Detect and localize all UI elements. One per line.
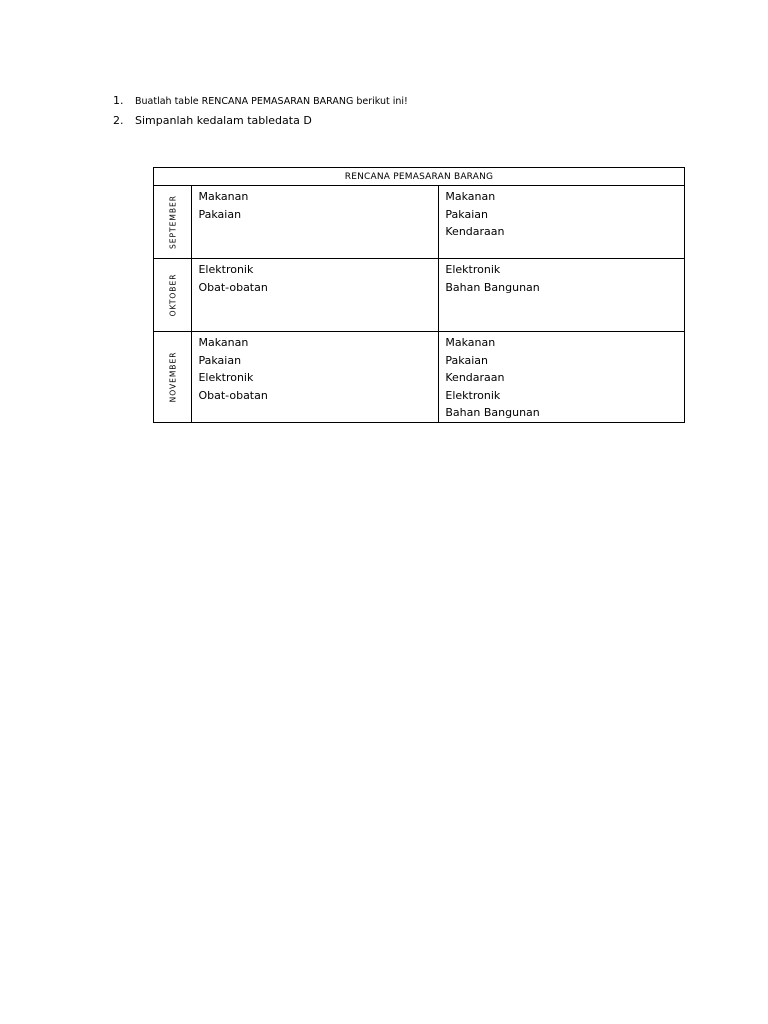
list-item: Elektronik (198, 371, 254, 384)
list-item: Bahan Bangunan (445, 280, 540, 294)
list-item: Makanan (445, 190, 496, 203)
item-list (445, 261, 678, 296)
items-cell (439, 332, 685, 423)
list-item: Pakaian (445, 353, 488, 367)
instruction-item-2 (113, 114, 408, 127)
list-item: Makanan (445, 336, 496, 349)
list-item: Makanan (198, 190, 249, 203)
instruction-item-1 (113, 94, 408, 112)
instruction-text: Buatlah table RENCANA PEMASARAN BARANG berikut ini! (135, 96, 408, 107)
item-list (198, 261, 432, 296)
instruction-number: 2. (113, 114, 124, 127)
list-item: Bahan Bangunan (445, 406, 540, 419)
marketing-plan-table (153, 167, 685, 423)
list-item: Pakaian (198, 353, 242, 367)
items-cell (192, 259, 439, 332)
list-item: Elektronik (445, 388, 501, 402)
item-list (445, 188, 678, 241)
item-list (198, 188, 432, 223)
list-item: Obat-obatan (198, 388, 268, 402)
instruction-number: 1. (113, 94, 124, 107)
table-row (154, 186, 685, 259)
items-cell (439, 259, 685, 332)
table-row (154, 332, 685, 423)
list-item: Elektronik (445, 263, 501, 276)
table-row (154, 259, 685, 332)
table-title: RENCANA PEMASARAN BARANG (154, 168, 685, 186)
month-label: SEPTEMBER (168, 195, 178, 249)
item-list (198, 334, 432, 404)
list-item: Kendaraan (445, 371, 505, 384)
list-item: Pakaian (198, 207, 242, 221)
items-cell (192, 332, 439, 423)
items-cell (192, 186, 439, 259)
month-label: NOVEMBER (168, 351, 178, 403)
month-cell (154, 332, 192, 423)
list-item: Makanan (198, 336, 249, 349)
item-list (445, 334, 678, 422)
month-cell (154, 186, 192, 259)
list-item: Elektronik (198, 263, 254, 276)
items-cell (439, 186, 685, 259)
list-item: Obat-obatan (198, 280, 268, 294)
month-label: OKTOBER (168, 273, 178, 317)
list-item: Kendaraan (445, 225, 505, 238)
month-cell (154, 259, 192, 332)
instruction-list (113, 94, 408, 127)
list-item: Pakaian (445, 207, 488, 221)
instruction-text: Simpanlah kedalam tabledata D (135, 114, 312, 127)
